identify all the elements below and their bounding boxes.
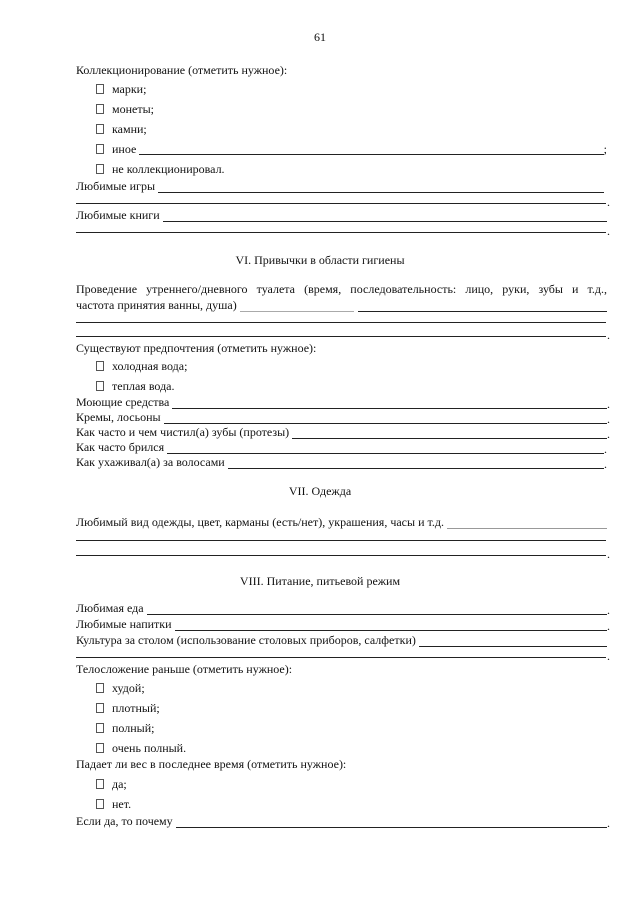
option-label: холодная вода; — [112, 358, 188, 373]
routine-line[interactable] — [358, 300, 607, 312]
checkbox[interactable] — [96, 723, 104, 733]
checkbox[interactable] — [96, 381, 104, 391]
fav-games-line-2[interactable] — [76, 203, 606, 204]
option-label: худой; — [112, 680, 145, 695]
table-culture-field[interactable] — [76, 631, 607, 647]
table-culture-label: Культура за столом (использование столовых приборов, салфетки) — [76, 633, 416, 647]
clothes-label: Любимый вид одежды, цвет, карманы (есть/нет), украшения, часы и т.д. — [76, 515, 444, 529]
fav-games-line[interactable] — [158, 181, 604, 193]
food-label: Любимая еда — [76, 601, 144, 615]
section-6-heading: VI. Привычки в области гигиены — [235, 253, 405, 267]
collecting-option-stamps[interactable] — [96, 81, 146, 97]
build-option-very-full[interactable] — [96, 740, 186, 756]
clothes-line-3[interactable] — [76, 555, 606, 556]
option-label: иное — [112, 141, 137, 156]
option-label: монеты; — [112, 101, 154, 116]
why-field[interactable] — [76, 812, 607, 828]
line-end-punct: . — [607, 649, 610, 663]
checkbox[interactable] — [96, 703, 104, 713]
line-end-punct: . — [607, 603, 610, 617]
teeth-field[interactable] — [76, 423, 607, 439]
hair-label: Как ухаживал(а) за волосами — [76, 455, 225, 469]
line-end-punct: . — [607, 397, 610, 411]
line-end-punct: . — [607, 619, 610, 633]
checkbox[interactable] — [96, 743, 104, 753]
weight-option-no[interactable] — [96, 796, 131, 812]
hair-line[interactable] — [228, 457, 604, 469]
collecting-option-coins[interactable] — [96, 101, 154, 117]
water-option-cold[interactable] — [96, 358, 187, 374]
fav-books-label: Любимые книги — [76, 208, 160, 222]
other-input-line[interactable] — [139, 143, 603, 155]
table-culture-line[interactable] — [419, 635, 607, 647]
line-end-punct: . — [607, 195, 610, 209]
clothes-line[interactable] — [447, 517, 607, 529]
option-label: полный; — [112, 720, 155, 735]
build-option-dense[interactable] — [96, 700, 160, 716]
checkbox[interactable] — [96, 779, 104, 789]
fav-books-field[interactable] — [76, 206, 607, 222]
page-number: 61 — [314, 30, 326, 44]
clothes-field[interactable] — [76, 513, 607, 529]
section-8-heading: VIII. Питание, питьевой режим — [239, 574, 401, 588]
clothes-line-2[interactable] — [76, 540, 606, 541]
drinks-field[interactable] — [76, 615, 607, 631]
detergents-field[interactable] — [76, 393, 607, 409]
build-title: Телосложение раньше (отметить нужное): — [76, 662, 293, 676]
option-label: нет. — [112, 796, 132, 811]
line-end: ; — [603, 141, 607, 156]
line-end-punct: . — [604, 457, 607, 471]
table-culture-line-2[interactable] — [76, 657, 606, 658]
option-label: марки; — [112, 81, 147, 96]
checkbox[interactable] — [96, 144, 104, 154]
line-end-punct: . — [607, 816, 610, 830]
teeth-label: Как часто и чем чистил(а) зубы (протезы) — [76, 425, 290, 439]
preferences-title: Существуют предпочтения (отметить нужное): — [76, 341, 317, 355]
fav-books-line-2[interactable] — [76, 232, 606, 233]
checkbox[interactable] — [96, 84, 104, 94]
routine-line-2[interactable] — [76, 322, 606, 323]
water-option-warm[interactable] — [96, 378, 175, 394]
line-end-punct: . — [607, 427, 610, 441]
drinks-line[interactable] — [175, 619, 607, 631]
shave-field[interactable] — [76, 438, 604, 454]
hair-field[interactable] — [76, 453, 604, 469]
checkbox[interactable] — [96, 799, 104, 809]
creams-label: Кремы, лосьоны — [76, 410, 161, 424]
option-label: плотный; — [112, 700, 160, 715]
option-label: камни; — [112, 121, 147, 136]
detergents-label: Моющие средства — [76, 395, 170, 409]
option-label: не коллекционировал. — [112, 161, 225, 176]
drinks-label: Любимые напитки — [76, 617, 172, 631]
build-option-full[interactable] — [96, 720, 155, 736]
collecting-title: Коллекционирование (отметить нужное): — [76, 63, 288, 77]
line-end-punct: . — [607, 224, 610, 238]
line-end-punct: . — [607, 412, 610, 426]
line-end-punct: . — [604, 442, 607, 456]
option-label: очень полный. — [112, 740, 187, 755]
checkbox[interactable] — [96, 164, 104, 174]
checkbox[interactable] — [96, 104, 104, 114]
creams-field[interactable] — [76, 408, 607, 424]
routine-line-3[interactable] — [76, 336, 606, 337]
weight-option-yes[interactable] — [96, 776, 127, 792]
section-7-heading: VII. Одежда — [288, 484, 352, 498]
fav-games-field[interactable] — [76, 177, 604, 193]
checkbox[interactable] — [96, 124, 104, 134]
why-label: Если да, то почему — [76, 814, 173, 828]
collecting-option-other[interactable] — [96, 141, 607, 157]
routine-line-1: Проведение утреннего/дневного туалета (время, последовательность: лицо, руки, зубы и т.д., — [76, 282, 607, 296]
routine-line-short[interactable] — [240, 300, 354, 312]
checkbox[interactable] — [96, 361, 104, 371]
option-label: да; — [112, 776, 127, 791]
why-line[interactable] — [176, 816, 607, 828]
routine-field[interactable] — [76, 296, 607, 312]
build-option-thin[interactable] — [96, 680, 145, 696]
collecting-option-none[interactable] — [96, 161, 225, 177]
checkbox[interactable] — [96, 683, 104, 693]
routine-label: частота принятия ванны, душа) — [76, 298, 237, 312]
fav-books-line[interactable] — [163, 210, 607, 222]
food-line[interactable] — [147, 603, 607, 615]
line-end-punct: . — [607, 328, 610, 342]
fav-games-label: Любимые игры — [76, 179, 156, 193]
weight-loss-title: Падает ли вес в последнее время (отметить нужное): — [76, 757, 347, 771]
line-end-punct: . — [607, 547, 610, 561]
collecting-option-stones[interactable] — [96, 121, 147, 137]
food-field[interactable] — [76, 599, 607, 615]
option-label: теплая вода. — [112, 378, 175, 393]
shave-label: Как часто брился — [76, 440, 165, 454]
